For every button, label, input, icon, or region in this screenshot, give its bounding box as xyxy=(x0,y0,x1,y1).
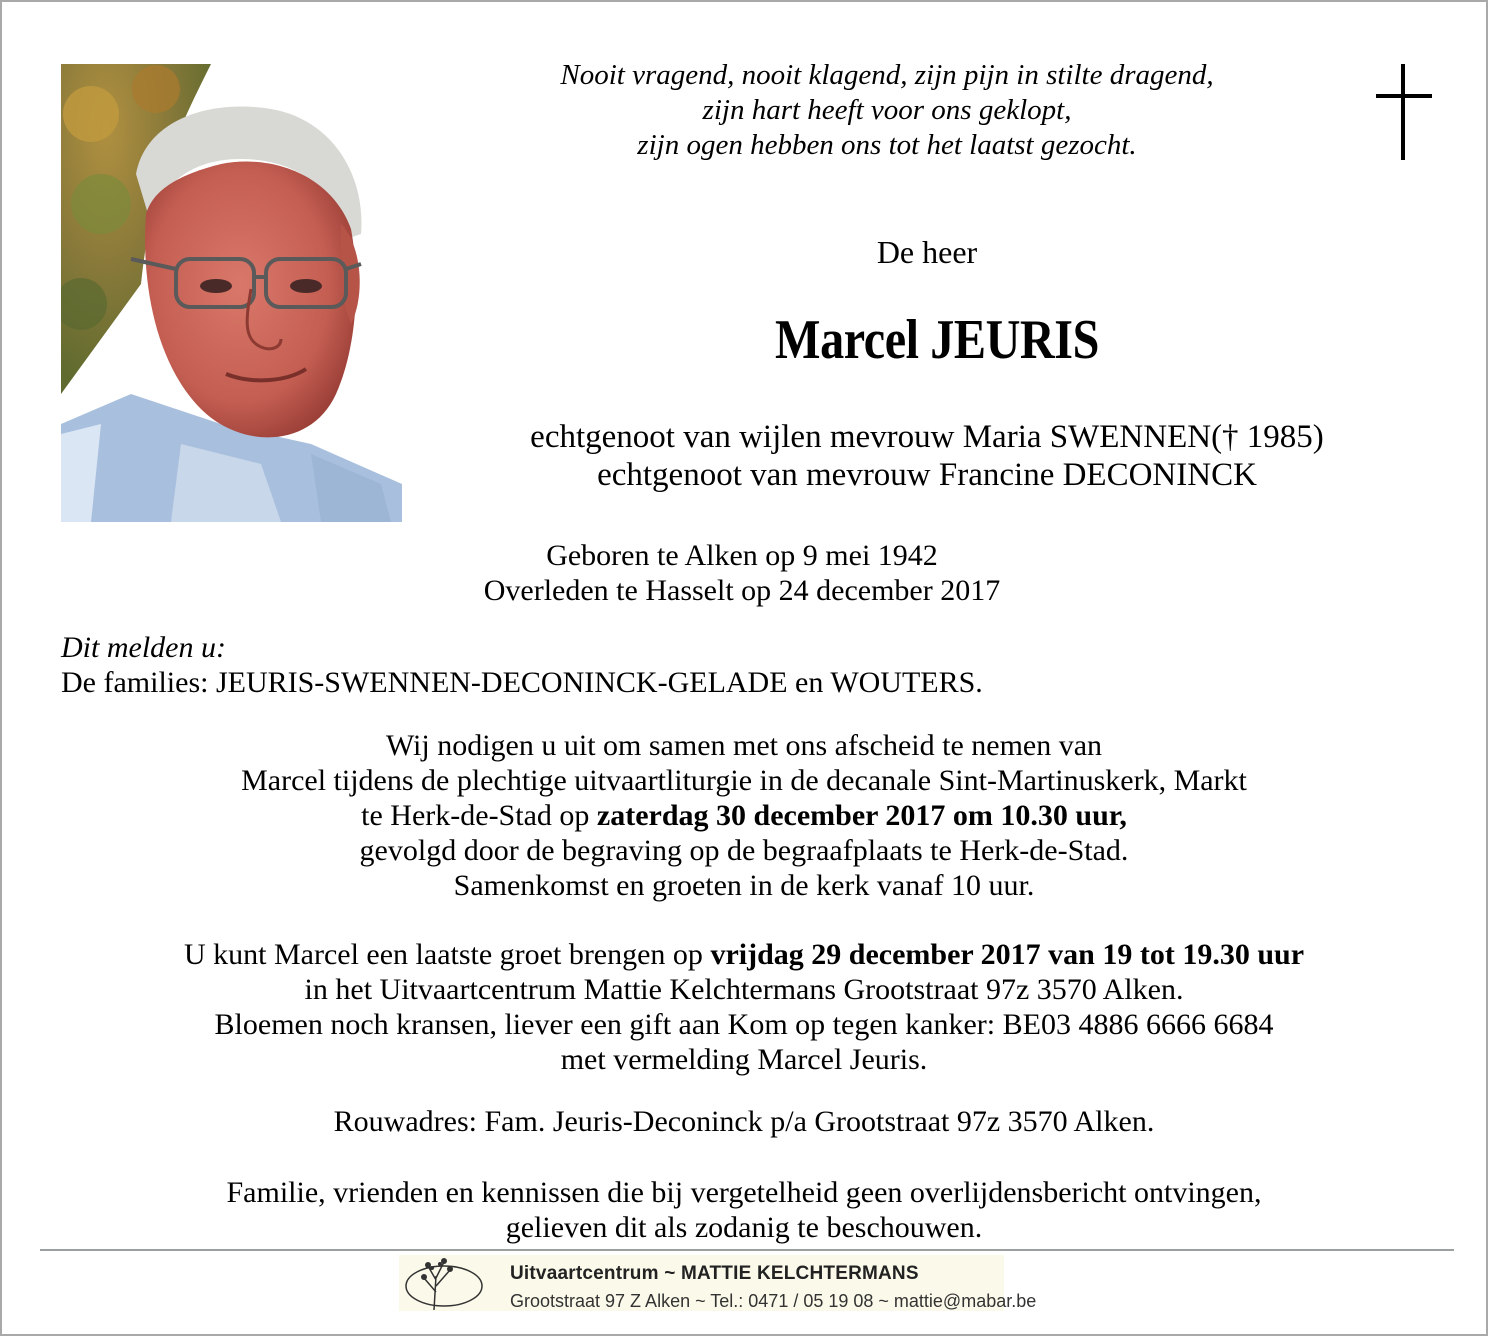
funeral-details xyxy=(42,728,1446,903)
funeral-line: Wij nodigen u uit om samen met ons afscheid te nemen van xyxy=(385,729,1103,762)
footer-divider xyxy=(40,1249,1454,1251)
visit-line xyxy=(42,937,1446,972)
life-dates xyxy=(382,538,1102,608)
closing-line: gelieven dit als zodanig te beschouwen. xyxy=(505,1211,983,1244)
latin-cross-icon xyxy=(1374,64,1434,160)
funeral-home-contact: Grootstraat 97 Z Alken ~ Tel.: 0471 / 05 19 08 ~ mattie@mabar.be xyxy=(510,1291,1037,1311)
funeral-datetime: zaterdag 30 december 2017 om 10.30 uur, xyxy=(596,799,1127,832)
families: De families: JEURIS-SWENNEN-DECONINCK-GELADE en WOUTERS. xyxy=(61,666,983,699)
flower-logo-icon xyxy=(402,1256,492,1312)
spouse-line: echtgenoot van wijlen mevrouw Maria SWENNEN(† 1985) xyxy=(530,419,1324,455)
poem-line: zijn hart heeft voor ons geklopt, xyxy=(702,94,1072,126)
funeral-location: te Herk-de-Stad op xyxy=(361,799,597,832)
announcement xyxy=(61,630,1261,700)
funeral-line: gevolgd door de begraving op de begraafplaats te Herk-de-Stad. xyxy=(359,834,1129,867)
closing-line: Familie, vrienden en kennissen die bij vergetelheid geen overlijdensbericht ontvingen, xyxy=(226,1176,1262,1209)
visit-datetime: vrijdag 29 december 2017 van 19 tot 19.30 uur xyxy=(710,938,1305,971)
funeral-line: Marcel tijdens de plechtige uitvaartliturgie in de decanale Sint-Martinuskerk, Markt xyxy=(241,764,1247,797)
announcement-intro: Dit melden u: xyxy=(61,631,226,664)
spouse-lines xyxy=(402,418,1452,494)
spouse-line: echtgenoot van mevrouw Francine DECONINCK xyxy=(597,457,1257,493)
memorial-poem xyxy=(472,58,1302,163)
death-date: Overleden te Hasselt op 24 december 2017 xyxy=(483,574,1001,607)
funeral-line xyxy=(42,798,1446,833)
funeral-home-name: Uitvaartcentrum ~ MATTIE KELCHTERMANS xyxy=(510,1263,919,1284)
mourning-address: Rouwadres: Fam. Jeuris-Deconinck p/a Grootstraat 97z 3570 Alken. xyxy=(333,1105,1155,1138)
visit-line: met vermelding Marcel Jeuris. xyxy=(560,1043,928,1076)
visit-line: in het Uitvaartcentrum Mattie Kelchtermans Grootstraat 97z 3570 Alken. xyxy=(304,973,1184,1006)
deceased-name: Marcel JEURIS xyxy=(775,309,1099,371)
birth-date: Geboren te Alken op 9 mei 1942 xyxy=(546,539,938,572)
visit-intro: U kunt Marcel een laatste groet brengen op xyxy=(183,938,711,971)
funeral-line: Samenkomst en groeten in de kerk vanaf 10 uur. xyxy=(453,869,1035,902)
poem-line: Nooit vragend, nooit klagend, zijn pijn in stilte dragend, xyxy=(560,59,1214,91)
visit-line: Bloemen noch kransen, liever een gift aan Kom op tegen kanker: BE03 4886 6666 6684 xyxy=(214,1008,1274,1041)
visitation-details xyxy=(42,937,1446,1077)
poem-line: zijn ogen hebben ons tot het laatst gezocht. xyxy=(637,129,1137,161)
honorific: De heer xyxy=(876,234,978,270)
portrait-photo xyxy=(61,64,402,522)
closing-note xyxy=(42,1175,1446,1245)
